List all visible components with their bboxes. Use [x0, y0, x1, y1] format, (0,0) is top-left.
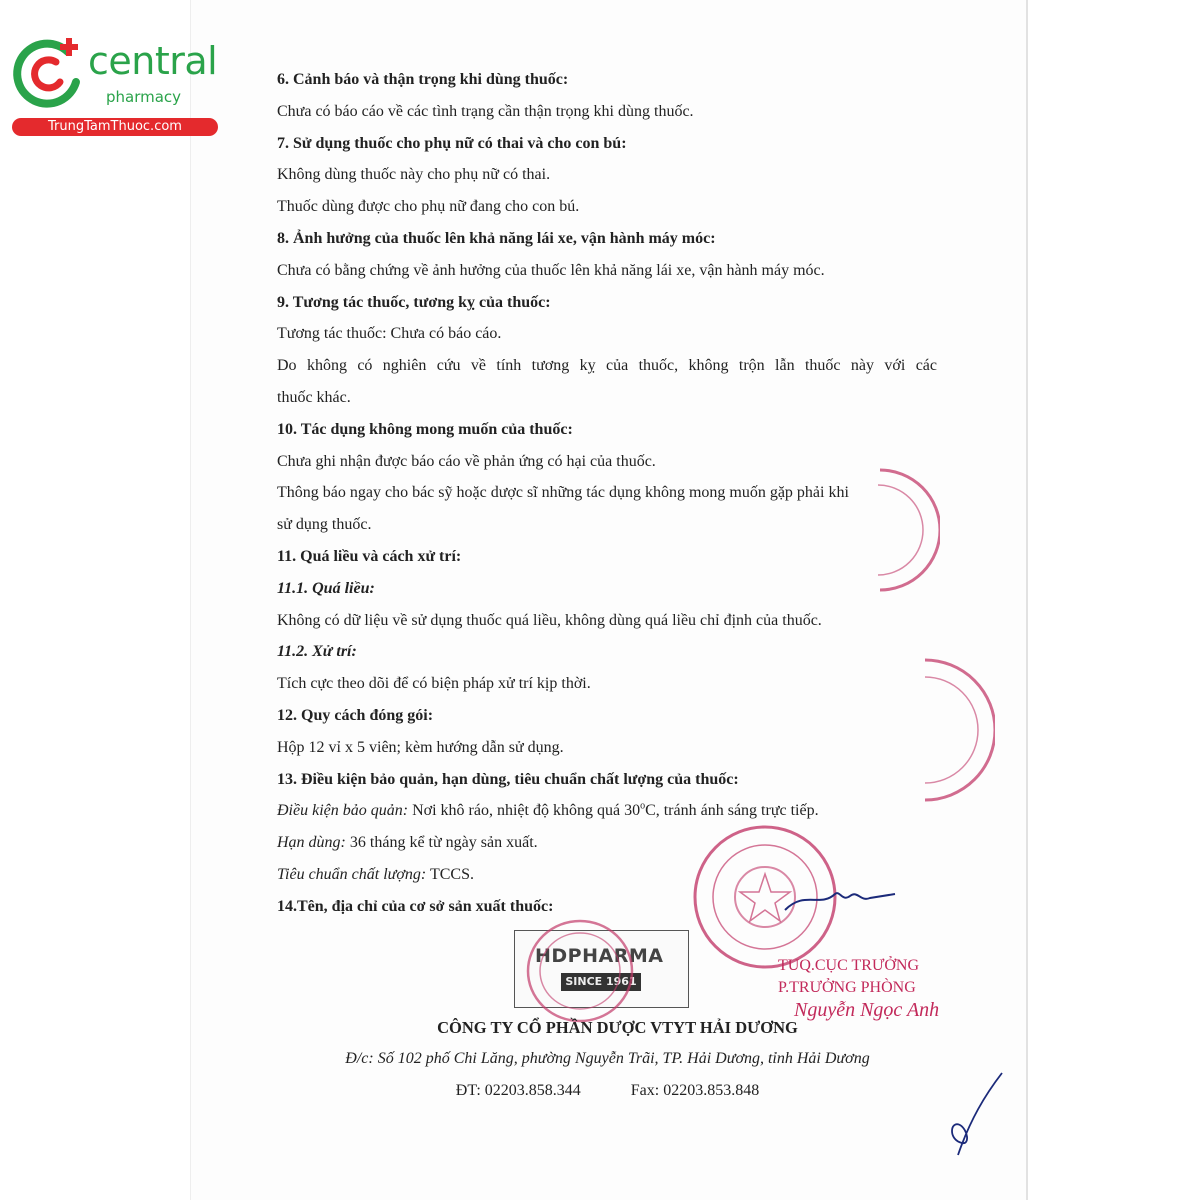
company-name: CÔNG TY CỔ PHẦN DƯỢC VTYT HẢI DƯƠNG — [437, 1018, 798, 1037]
section-11-2-heading: 11.2. Xử trí: — [277, 643, 357, 661]
section-14-heading: 14.Tên, địa chỉ của cơ sở sản xuất thuốc: — [277, 897, 554, 915]
section-9-text: Tương tác thuốc: Chưa có báo cáo. — [277, 325, 502, 343]
section-9-heading: 9. Tương tác thuốc, tương kỵ của thuốc: — [277, 293, 551, 311]
company-stamp — [520, 916, 670, 1026]
section-13-heading: 13. Điều kiện bảo quản, hạn dùng, tiêu chuẩn chất lượng của thuốc: — [277, 770, 739, 788]
section-9-text: Do không có nghiên cứu về tính tương kỵ của thuốc, không trộn lẫn thuốc này với các — [277, 357, 937, 375]
signer-name: Nguyễn Ngọc Anh — [794, 999, 940, 1021]
company-phone: ĐT: 02203.858.344 — [455, 1082, 581, 1099]
section-6-text: Chưa có báo cáo về các tình trạng cần thận trọng khi dùng thuốc. — [277, 102, 694, 120]
logo-site-banner: TrungTamThuoc.com — [12, 118, 218, 136]
section-10-text: sử dụng thuốc. — [277, 516, 372, 534]
degree-sign: o — [640, 801, 646, 812]
section-11-heading: 11. Quá liều và cách xử trí: — [277, 547, 462, 565]
standard-value: TCCS. — [426, 865, 474, 883]
signature-block — [778, 955, 958, 1021]
partial-stamp-middle — [915, 655, 995, 805]
standard-label: Tiêu chuẩn chất lượng: — [277, 865, 427, 883]
hdpharma-name: HDPHARMA — [535, 945, 664, 967]
signature-title-2: P.TRƯỞNG PHÒNG — [778, 979, 916, 996]
storage-value: Nơi khô ráo, nhiệt độ không quá 30 — [408, 802, 641, 820]
document-body — [277, 64, 937, 923]
logo-subtitle: pharmacy — [106, 88, 182, 106]
section-11-1-heading: 11.1. Quá liều: — [277, 579, 375, 597]
expiry-label: Hạn dùng: — [277, 834, 346, 852]
section-11-2-text: Tích cực theo dõi để có biện pháp xử trí kịp thời. — [277, 675, 591, 693]
expiry-value: 36 tháng kể từ ngày sản xuất. — [345, 834, 538, 852]
partial-stamp-top — [860, 465, 940, 595]
section-10-heading: 10. Tác dụng không mong muốn của thuốc: — [277, 420, 573, 438]
section-9-text: thuốc khác. — [277, 388, 351, 406]
section-7-text: Thuốc dùng được cho phụ nữ đang cho con bú. — [277, 198, 580, 216]
section-10-text: Thông báo ngay cho bác sỹ hoặc dược sĩ những tác dụng không mong muốn gặp phải khi — [277, 484, 849, 502]
company-address: Đ/c: Số 102 phố Chi Lăng, phường Nguyễn Trãi, TP. Hải Dương, tỉnh Hải Dương — [345, 1050, 870, 1067]
section-12-heading: 12. Quy cách đóng gói: — [277, 706, 434, 724]
section-7-heading: 7. Sử dụng thuốc cho phụ nữ có thai và cho con bú: — [277, 134, 627, 152]
initial-signature — [940, 1065, 1010, 1165]
section-8-text: Chưa có bằng chứng về ảnh hưởng của thuốc lên khả năng lái xe, vận hành máy móc. — [277, 261, 825, 279]
section-6-heading: 6. Cảnh báo và thận trọng khi dùng thuốc: — [277, 71, 569, 88]
section-8-heading: 8. Ảnh hưởng của thuốc lên khả năng lái xe, vận hành máy móc: — [277, 229, 716, 247]
hdpharma-since: SINCE 1961 — [561, 973, 641, 991]
company-fax: Fax: 02203.853.848 — [630, 1082, 760, 1099]
logo-brand: central — [88, 39, 218, 83]
storage-unit: C, tránh ánh sáng trực tiếp. — [645, 802, 819, 820]
signature-title-1: TUQ.CỤC TRƯỞNG — [778, 957, 920, 974]
central-logo-icon — [10, 36, 86, 112]
section-12-text: Hộp 12 vỉ x 5 viên; kèm hướng dẫn sử dụng. — [277, 738, 564, 756]
section-10-text: Chưa ghi nhận được báo cáo về phản ứng có hại của thuốc. — [277, 452, 656, 470]
storage-label: Điều kiện bảo quản: — [277, 802, 409, 820]
director-signature — [780, 880, 900, 920]
section-11-1-text: Không có dữ liệu về sử dụng thuốc quá liều, không dùng quá liều chỉ định của thuốc. — [277, 611, 822, 629]
company-contact — [190, 1082, 1025, 1100]
section-7-text: Không dùng thuốc này cho phụ nữ có thai. — [277, 166, 551, 184]
central-pharmacy-logo — [10, 36, 220, 136]
